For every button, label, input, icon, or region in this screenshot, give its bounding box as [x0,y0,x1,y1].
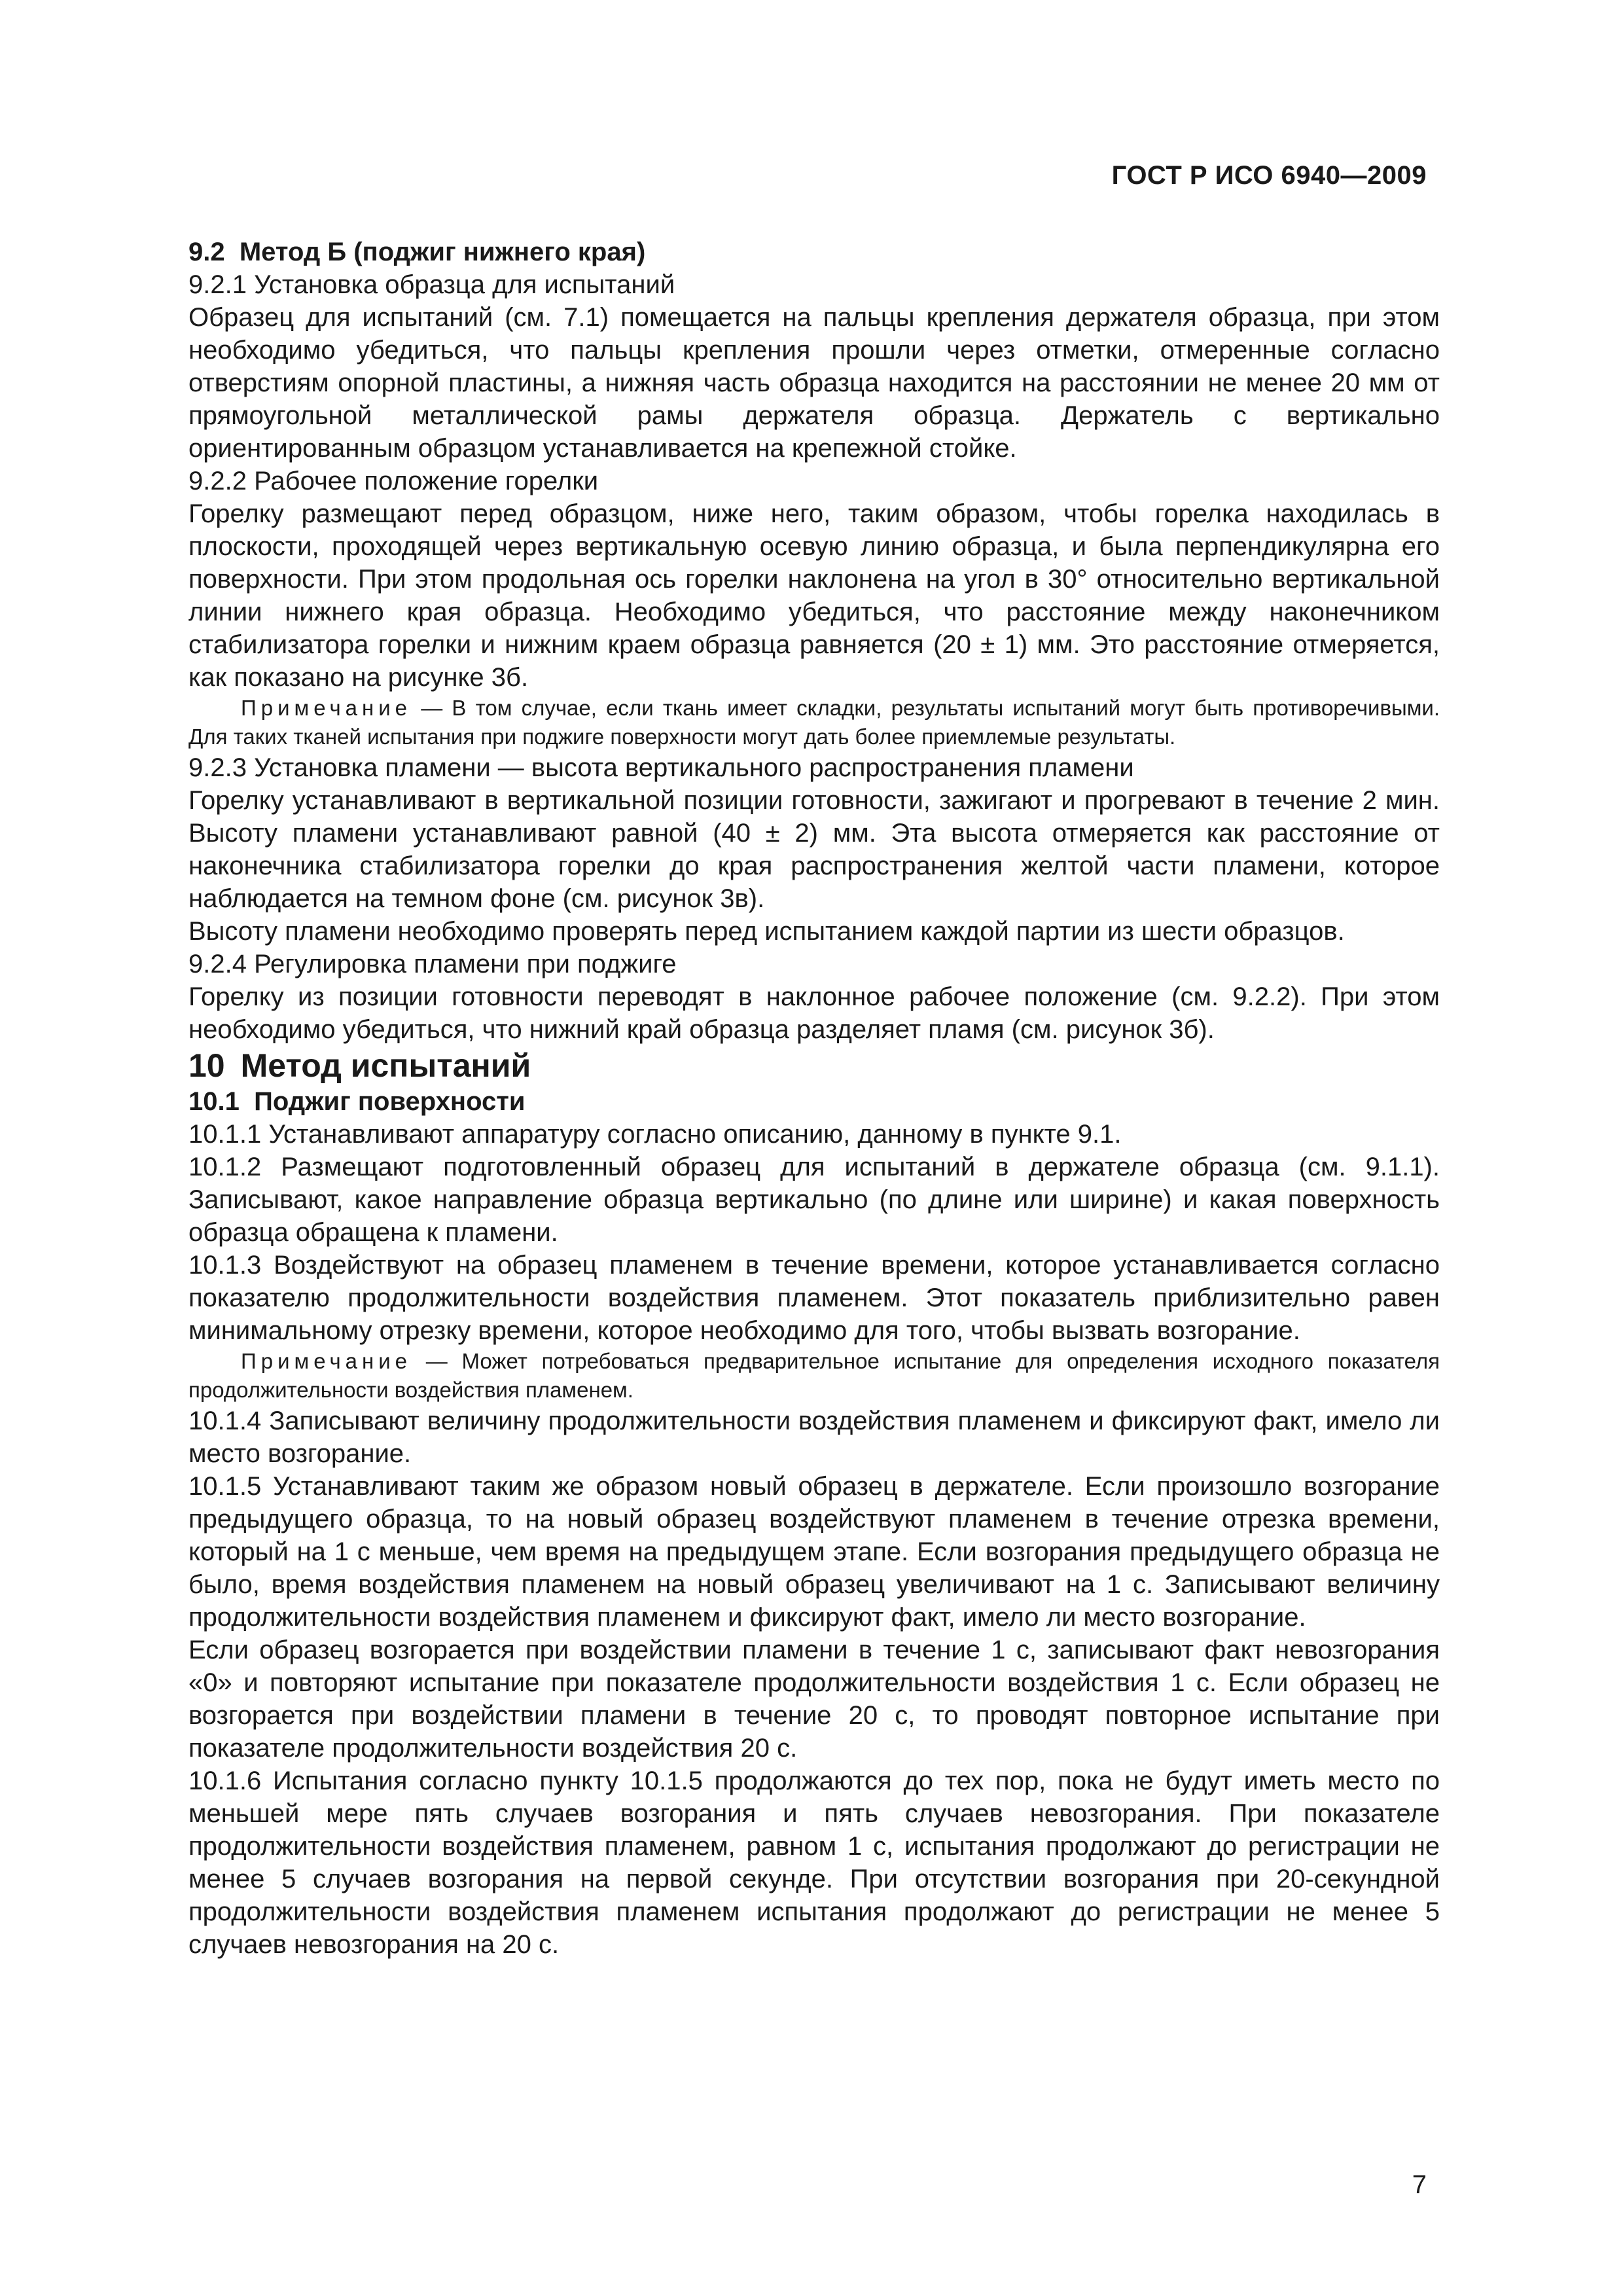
document-code-header: ГОСТ Р ИСО 6940—2009 [1111,161,1427,190]
clause-title-9-2-3: 9.2.3 Установка пламени — высота вертикального распространения пламени [188,753,1134,782]
clause-title-9-2-1: 9.2.1 Установка образца для испытаний [188,270,675,299]
clause-10-1-5-b: Если образец возгорается при воздействии пламени в течение 1 с, записывают факт невозгорания «0» и повторяют испытание при показателе продолжительности воздействия 1 с. Если образец не возгорается при воздействии пламени в течение 20 с, то проводят повторное испытание при показателе продолжительности воздействия 20 с. [188,1636,1440,1763]
clause-title-9-2-4: 9.2.4 Регулировка пламени при поджиге [188,950,677,978]
section-number: 10 [188,1047,225,1084]
clause-10-1-1: 10.1.1 Устанавливают аппаратуру согласно описанию, данному в пункте 9.1. [188,1120,1122,1149]
clause-10-1-6: 10.1.6 Испытания согласно пункту 10.1.5 продолжаются до тех пор, пока не будут иметь место по меньшей мере пять случаев возгорания и пять случаев невозгорания. При показателе продолжительности воздействия пламенем, равном 1 с, испытания продолжают до регистрации не менее 5 случаев возгорания на первой секунде. При отсутствии возгорания при 20-секундной продолжительности воздействия пламенем испытания продолжают до регистрации не менее 5 случаев невозгорания на 20 с. [188,1767,1440,1959]
clause-10-1-2: 10.1.2 Размещают подготовленный образец для испытаний в держателе образца (см. 9.1.1). Записывают, какое направление образца вертикально (по длине или ширине) и какая поверхность образца обращена к пламени. [188,1153,1440,1247]
section-title: Метод испытаний [240,1047,531,1084]
note-label: Примечание [241,696,412,720]
clause-text-9-2-2: Горелку размещают перед образцом, ниже него, таким образом, чтобы горелка находилась в плоскости, проходящей через вертикальную осевую линию образца, и была перпендикулярна его поверхности. При этом продольная ось горелки наклонена на угол в 30° относительно вертикальной линии нижнего края образца. Необходимо убедиться, что расстояние между наконечником стабилизатора горелки и нижним краем образца равняется (20 ± 1) мм. Это расстояние отмеряется, как показано на рисунке 3б. [188,499,1440,692]
note-1 [188,694,1440,751]
note-text: — Может потребоваться предварительное испытание для определения исходного показателя продолжительности воздействия пламенем. [188,1349,1440,1402]
clause-text-9-2-3-b: Высоту пламени необходимо проверять перед испытанием каждой партии из шести образцов. [188,917,1345,946]
subsection-title: Поджиг поверхности [254,1087,526,1116]
note-2 [188,1347,1440,1405]
note-label: Примечание [241,1349,412,1373]
clause-10-1-3: 10.1.3 Воздействуют на образец пламенем в течение времени, которое устанавливается согласно показателю продолжительности воздействия пламенем. Этот показатель приблизительно равен минимальному отрезку времени, которое необходимо для того, чтобы вызвать возгорание. [188,1251,1440,1345]
subsection-number: 9.2 [188,238,225,266]
clause-title-9-2-2: 9.2.2 Рабочее положение горелки [188,467,599,495]
subsection-heading-9-2 [188,236,1440,268]
subsection-title: Метод Б (поджиг нижнего края) [239,238,646,266]
clause-text-9-2-1: Образец для испытаний (см. 7.1) помещается на пальцы крепления держателя образца, при этом необходимо убедиться, что пальцы крепления прошли через отметки, отмеренные согласно отверстиям опорной пластины, а нижняя часть образца находится на расстоянии не менее 20 мм от прямоугольной металлической рамы держателя образца. Держатель с вертикально ориентированным образцом устанавливается на крепежной стойке. [188,303,1440,463]
clause-text-9-2-3: Горелку устанавливают в вертикальной позиции готовности, зажигают и прогревают в течение 2 мин. Высоту пламени устанавливают равной (40 ± 2) мм. Эта высота отмеряется как расстояние от наконечника стабилизатора горелки до края распространения желтой части пламени, которое наблюдается на темном фоне (см. рисунок 3в). [188,786,1440,913]
section-heading-10 [188,1046,1440,1085]
subsection-heading-10-1 [188,1085,1440,1118]
clause-10-1-5: 10.1.5 Устанавливают таким же образом новый образец в держателе. Если произошло возгорание предыдущего образца, то на новый образец воздействуют пламенем в течение отрезка времени, который на 1 с меньше, чем время на предыдущем этапе. Если возгорания предыдущего образца не было, время воздействия пламенем на новый образец увеличивают на 1 с. Записывают величину продолжительности воздействия пламенем и фиксируют факт, имело ли место возгорание. [188,1472,1440,1632]
page-number: 7 [1412,2170,1427,2199]
clause-10-1-4: 10.1.4 Записывают величину продолжительности воздействия пламенем и фиксируют факт, имело ли место возгорание. [188,1407,1440,1468]
page-body [188,236,1440,1961]
note-text: — В том случае, если ткань имеет складки, результаты испытаний могут быть противоречивыми. Для таких тканей испытания при поджиге поверхности могут дать более приемлемые результаты. [188,696,1440,749]
clause-text-9-2-4: Горелку из позиции готовности переводят в наклонное рабочее положение (см. 9.2.2). При этом необходимо убедиться, что нижний край образца разделяет пламя (см. рисунок 3б). [188,982,1440,1044]
subsection-number: 10.1 [188,1087,240,1116]
